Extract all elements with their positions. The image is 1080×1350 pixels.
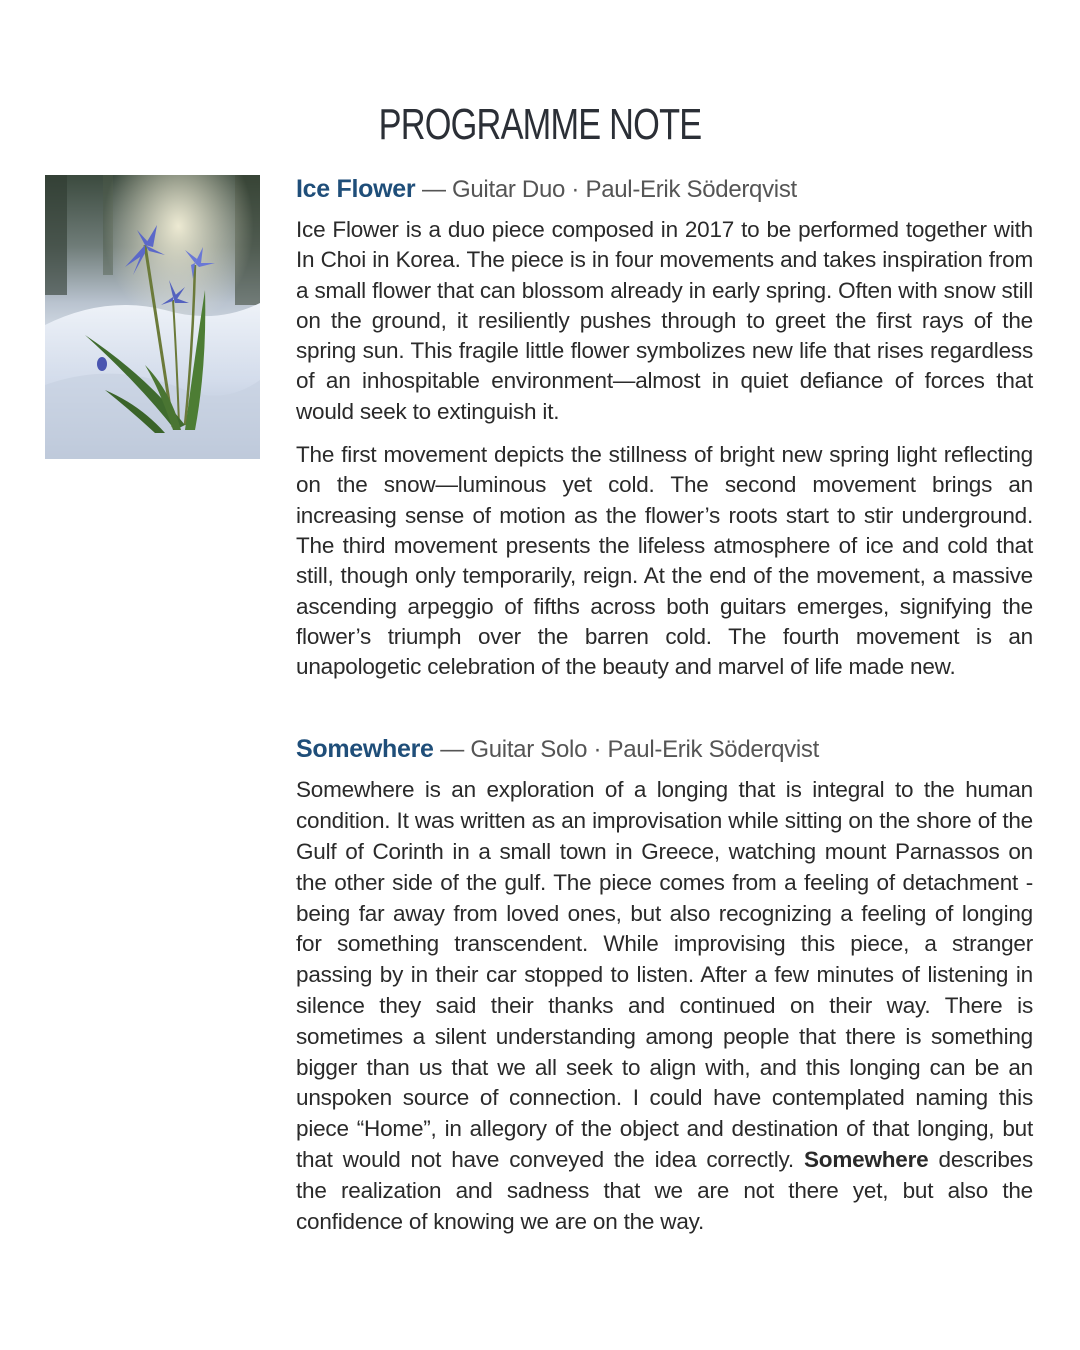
piece-heading	[296, 170, 1033, 209]
programme-content	[296, 170, 1033, 1237]
piece-paragraph	[296, 775, 1033, 1237]
paragraph-text: Somewhere is an exploration of a longing that is integral to the human condition. It was written as an improvisation while sitting on the shore of the Gulf of Corinth in a small town in Greece, watching mount Parnassos on the other side of the gulf. The piece comes from a feeling of detachment - being far away from loved ones, but also recognizing a feeling of longing for something transcendent. While improvising this piece, a stranger passing by in their car stopped to listen. After a few minutes of listening in silence they said their thanks and continued on their way. There is sometimes a silent understanding among people that there is something bigger than us that we all seek to align with, and this longing can be an unspoken source of connection. I could have contemplated naming this piece “Home”, in allegory of the object and destination of that longing, but that would not have conveyed the idea correctly.	[296, 777, 1033, 1173]
piece-meta: — Guitar Duo · Paul-Erik Söderqvist	[421, 176, 797, 203]
piece-heading	[296, 730, 1033, 769]
paragraph-text: describes the realization and sadness that we are not there yet, but also the confidence of knowing we are on the way.	[296, 1147, 1033, 1234]
piece-title: Somewhere	[296, 735, 434, 764]
bold-title-reference: Somewhere	[803, 1147, 929, 1173]
piece-title: Ice Flower	[296, 175, 416, 203]
piece-ice-flower	[296, 170, 1033, 682]
piece-paragraph: Ice Flower is a duo piece composed in 2017 to be performed together with In Choi in Korea. The piece is in four movements and takes inspiration from a small flower that can blossom already in early spring. Often with snow still on the ground, it resiliently pushes through to greet the first rays of the spring sun. This fragile little flower symbolizes new life that rises regardless of an inhospitable environment—almost in quiet defiance of forces that would seek to extinguish it.	[296, 217, 1033, 424]
piece-somewhere	[296, 730, 1033, 1237]
piece-meta: — Guitar Solo · Paul-Erik Söderqvist	[440, 736, 819, 764]
piece-paragraph: The first movement depicts the stillness of bright new spring light reflecting on the snow—luminous yet cold. The second movement brings an increasing sense of motion as the flower’s roots start to stir underground. The third movement presents the lifeless atmosphere of ice and cold that still, though only temporarily, reign. At the end of the movement, a massive ascending arpeggio of fifths across both guitars emerges, signifying the flower’s triumph over the barren cold. The fourth movement is an unapologetic celebration of the beauty and marvel of life made new.	[296, 442, 1033, 680]
page-title: PROGRAMME NOTE	[378, 100, 702, 150]
snow-flower-photo	[45, 175, 260, 459]
